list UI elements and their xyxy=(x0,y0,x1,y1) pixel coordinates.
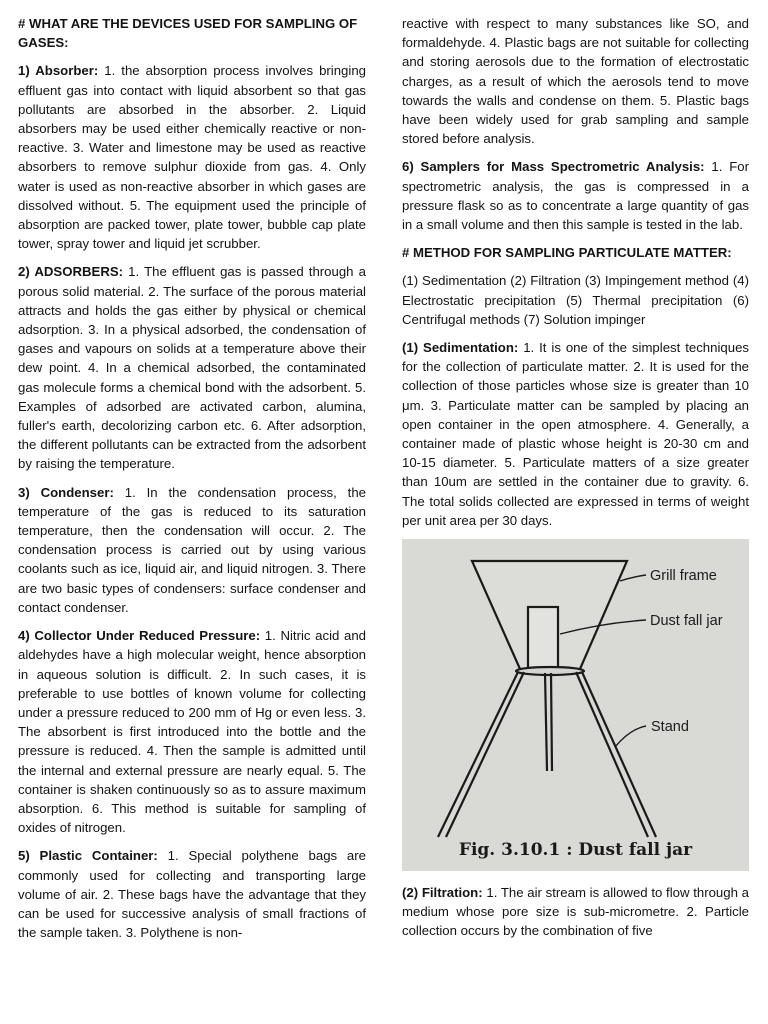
paragraph-condenser xyxy=(18,483,366,617)
dust-fall-jar-diagram xyxy=(402,539,749,871)
absorber-text: 1. the absorption process involves bringing effluent gas into contact with liquid absorbent so that gas pollutants are absorbed in the absorber. 2. Liquid absorbers may be used either chemically reactive or non-reactive. 3. Water and limestone may be used as reactive absorbers to remove sulphur dioxide from gas. 4. Only water is used as non-reactive absorber in which gases are dissolved without. 5. The equipment used the principle of absorption are packed tower, plate tower, bubble cap plate tower, spray tower and liquid jet scrubber. xyxy=(18,63,366,252)
filtration-text: 1. The air stream is allowed to flow through a medium whose pore size is sub-micrometre. 2. Particle collection occurs by the combination of five xyxy=(402,885,749,939)
section-title-gas-devices: # WHAT ARE THE DEVICES USED FOR SAMPLING OF GASES: xyxy=(18,16,358,51)
plastic-label: 5) Plastic Container: xyxy=(18,848,158,864)
sedimentation-text: 1. It is one of the simplest techniques for the collection of particulate matter. 2. It is used for the collection of those particles whose size is greater than 10 μm. 3. Particulate matter can be sampled by placing an open container in the open atmosphere. 4. Generally, a container made of plastic whose height is 20-30 cm and 10-15 diameter. 5. Particulate matters of a size greater than 10um are settled in the container due to gravity. 6. The total solids collected are expressed in terms of weight per unit area per 30 days. xyxy=(402,340,749,528)
paragraph-collector xyxy=(18,626,366,837)
sedimentation-label: (1) Sedimentation: xyxy=(402,340,519,356)
stand-leader-line xyxy=(615,726,646,747)
label-grill-frame: Grill frame xyxy=(650,568,717,585)
label-dust-fall-jar: Dust fall jar xyxy=(650,613,723,630)
paragraph-sedimentation xyxy=(402,338,749,530)
stand-leg-left-inner xyxy=(446,672,524,837)
plastic-text: 1. Special polythene bags are commonly used for collecting and transporting large volume of air. 2. These bags have the advantage that they can be used for successive analysis of small fractions of the sample taken. 3. Polythene is non- xyxy=(18,848,366,941)
right-column xyxy=(402,14,749,950)
collector-label: 4) Collector Under Reduced Pressure: xyxy=(18,628,261,644)
mass-spec-label: 6) Samplers for Mass Spectrometric Analysis: xyxy=(402,159,705,175)
label-stand: Stand xyxy=(651,719,689,736)
stand-leg-right-inner xyxy=(576,672,648,837)
condenser-label: 3) Condenser: xyxy=(18,484,114,500)
dust-fall-jar-shape xyxy=(528,607,558,669)
filtration-label: (2) Filtration: xyxy=(402,885,483,901)
stand-leg-right-outer xyxy=(582,672,656,837)
methods-list: (1) Sedimentation (2) Filtration (3) Impingement method (4) Electrostatic precipitation (5) Thermal precipitation (6) Centrifugal methods (7) Solution impinger xyxy=(402,273,749,327)
grill-leader-line xyxy=(620,575,646,581)
stand-leg-middle xyxy=(545,673,547,771)
absorber-label: 1) Absorber: xyxy=(18,63,99,79)
paragraph-mass-spec xyxy=(402,157,749,234)
paragraph-adsorbers xyxy=(18,262,366,473)
condenser-text: 1. In the condensation process, the temperature of the gas is reduced to its saturation temperature, then the condensation will occur. 2. The condensation process is carried out by using various coolants such as ice, liquid air, and liquid nitrogen. 3. There are two basic types of condensers: surface condenser and contact condenser. xyxy=(18,484,366,615)
mass-spec-text: 1. For spectrometric analysis, the gas is compressed in a pressure flask so as to concentrate a large quantity of gas in a small volume and then this sample is tested in the lab. xyxy=(402,159,749,233)
paragraph-filtration xyxy=(402,883,749,941)
adsorbers-label: 2) ADSORBERS: xyxy=(18,264,124,280)
paragraph-plastic-container xyxy=(18,846,366,942)
figure-caption: Fig. 3.10.1 : Dust fall jar xyxy=(458,840,693,861)
paragraph-absorber xyxy=(18,61,366,253)
stand-leg-middle-2 xyxy=(551,673,552,771)
stand-leg-left-outer xyxy=(438,672,518,837)
left-column xyxy=(18,14,366,951)
dust-fall-jar-figure xyxy=(402,539,749,871)
section-title-particulate: # METHOD FOR SAMPLING PARTICULATE MATTER: xyxy=(402,245,732,261)
paragraph-plastic-continued: reactive with respect to many substances like SO, and formaldehyde. 4. Plastic bags are not suitable for collecting and storing aerosols due to the formation of electrostatic charges, as a result of which the aerosols tend to move towards the walls and condense on them. 5. Plastic bags have been widely used for grab sampling and sample stored before analysis. xyxy=(402,16,749,147)
adsorbers-text: 1. The effluent gas is passed through a porous solid material. 2. The surface of the porous material attracts and holds the gas either by physical or chemical adsorption. 3. In a physical adsorbed, the condensation of gases and vapours on solids at a temperature above their dew point. 4. In a chemical adsorbed, the contaminated gas molecule forms a chemical bond with the adsorbent. 5. Examples of adsorbed are activated carbon, alumina, fuller's earth, decolorizing carbon etc. 6. After adsorption, the different pollutants can be extracted from the adsorbent by raising the temperature. xyxy=(18,264,366,472)
collector-text: 1. Nitric acid and aldehydes have a high molecular weight, hence absorption in aqueous solution is difficult. 2. In such cases, it is preferable to use bottles of known volume for collecting under a pressure reduced to 200 mm of Hg or even less. 3. The absorbent is first introduced into the bottle and the pressure is reduced. 4. Then the sample is admitted until the internal and external pressure are nearly equal. 5. The container is shaken continuously so as to assure maximum absorption. 6. This method is suitable for sampling of oxides of nitrogen. xyxy=(18,628,366,836)
